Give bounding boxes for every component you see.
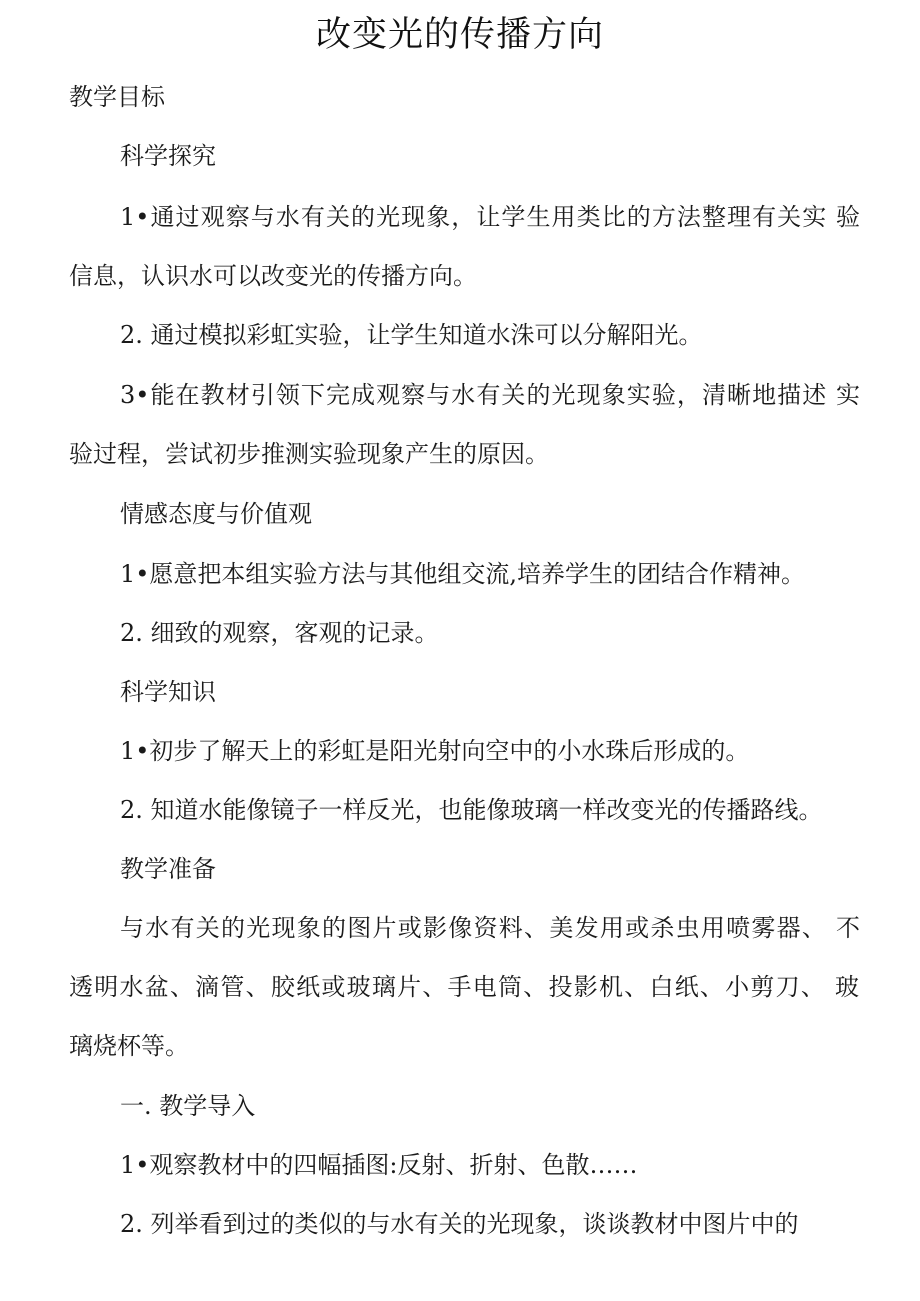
subheading-scientific-inquiry: 科学探究 xyxy=(120,142,216,170)
subheading-scientific-knowledge: 科学知识 xyxy=(120,678,216,706)
page-title: 改变光的传播方向 xyxy=(315,15,604,55)
paragraph-line: 2. 知道水能像镜子一样反光，也能像玻璃一样改变光的传播路线。 xyxy=(120,796,823,824)
paragraph-line: 璃烧杯等。 xyxy=(69,1032,189,1060)
paragraph-line: 2. 列举看到过的类似的与水有关的光现象，谈谈教材中图片中的 xyxy=(120,1210,799,1238)
paragraph-line: 验过程，尝试初步推测实验现象产生的原因。 xyxy=(69,440,549,468)
heading-teaching-goals: 教学目标 xyxy=(69,83,165,111)
paragraph-line: 3•能在教材引领下完成观察与水有关的光现象实验，清晰地描述 实 xyxy=(120,381,860,409)
paragraph-line: 1•初步了解天上的彩虹是阳光射向空中的小水珠后形成的。 xyxy=(120,737,750,765)
subheading-emotion-attitude: 情感态度与价值观 xyxy=(120,500,312,528)
paragraph-line: 2. 通过模拟彩虹实验，让学生知道水洙可以分解阳光。 xyxy=(120,321,703,349)
paragraph-line: 1•通过观察与水有关的光现象，让学生用类比的方法整理有关实 验 xyxy=(120,203,860,231)
paragraph-line: 信息，认识水可以改变光的传播方向。 xyxy=(69,262,477,290)
paragraph-line: 1•愿意把本组实验方法与其他组交流,培养学生的团结合作精神。 xyxy=(120,560,806,588)
paragraph-line: 与水有关的光现象的图片或影像资料、美发用或杀虫用喷雾器、 不 xyxy=(120,914,860,942)
heading-teaching-introduction: 一. 教学导入 xyxy=(120,1092,256,1120)
paragraph-line: 2. 细致的观察，客观的记录。 xyxy=(120,619,439,647)
paragraph-line: 1•观察教材中的四幅插图:反射、折射、色散…… xyxy=(120,1151,638,1179)
heading-teaching-preparation: 教学准备 xyxy=(120,855,216,883)
paragraph-line: 透明水盆、滴管、胶纸或玻璃片、手电筒、投影机、白纸、小剪刀、 玻 xyxy=(69,973,859,1001)
